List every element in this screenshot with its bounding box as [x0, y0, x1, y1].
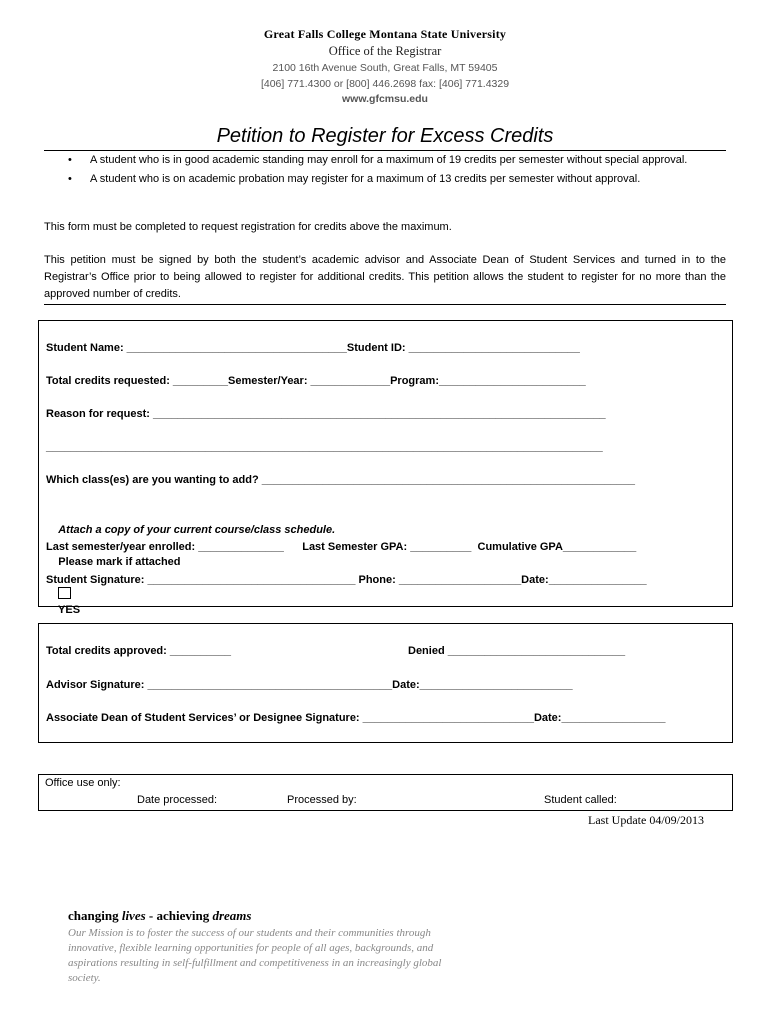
advisor-signature-field[interactable]: Advisor Signature: ________________________________________Date:_________________________	[46, 679, 573, 691]
office-name: Office of the Registrar	[328, 44, 442, 58]
office-use-box	[38, 774, 733, 811]
tagline-part: lives	[121, 908, 146, 923]
student-called-label: Student called:	[544, 794, 617, 806]
phone-numbers: [406] 771.4300 or [800] 446.2698 fax: [406] 771.4329	[260, 78, 510, 90]
dean-signature-field[interactable]: Associate Dean of Student Services’ or Designee Signature: ____________________________Date:_________________	[46, 712, 666, 724]
processed-by-label: Processed by:	[287, 794, 357, 806]
credits-semester-program-field[interactable]: Total credits requested: _________Semester/Year: _____________Program:________________________	[46, 375, 586, 387]
tagline-part: - achieving	[145, 908, 213, 923]
tagline-part: changing	[68, 908, 122, 923]
attached-checkbox[interactable]	[58, 587, 71, 599]
rules-list	[60, 152, 726, 190]
website-link[interactable]: www.gfcmsu.edu	[342, 93, 428, 105]
form-title: Petition to Register for Excess Credits	[216, 125, 554, 147]
office-use-label: Office use only:	[45, 777, 121, 789]
student-name-id-field[interactable]: Student Name: ____________________________________Student ID: ____________________________	[46, 342, 580, 354]
mission-statement: Our Mission is to foster the success of our students and their communities through innovative, flexible learning opportunities for people of all ages, backgrounds, and aspirations resulting in self-fulfillment and competitiveness in an increasingly global society.	[68, 927, 442, 984]
credits-approved-field[interactable]: Total credits approved: __________	[46, 645, 232, 657]
attach-instruction: Attach a copy of your current course/class schedule.	[58, 524, 336, 536]
rule-item: • A student who is in good academic standing may enroll for a maximum of 19 credits per semester without special approval.	[60, 152, 726, 168]
attach-schedule-row	[46, 506, 336, 616]
address: 2100 16th Avenue South, Great Falls, MT 59405	[272, 62, 498, 74]
classes-to-add-field[interactable]: Which class(es) are you wanting to add? _____________________________________________________________	[46, 474, 635, 486]
letterhead	[0, 26, 770, 107]
last-update: Last Update 04/09/2013	[588, 813, 704, 827]
college-name: Great Falls College Montana State University	[263, 27, 507, 41]
attach-mark-label: Please mark if attached	[58, 556, 181, 568]
title-block	[44, 122, 726, 151]
student-signature-field[interactable]: Student Signature: __________________________________ Phone: ____________________Date:________________	[46, 574, 647, 586]
date-processed-label: Date processed:	[137, 794, 218, 806]
tagline	[68, 908, 251, 924]
attached-yes-label: YES	[58, 604, 81, 616]
denied-field[interactable]: Denied _____________________________	[408, 645, 626, 657]
tagline-part: dreams	[212, 908, 252, 923]
approval-box	[38, 623, 733, 743]
enrollment-gpa-field[interactable]: Last semester/year enrolled: ______________ Last Semester GPA: __________ Cumulative GPA____________	[46, 541, 637, 553]
reason-continued-field[interactable]: ___________________________________________________________________________________________	[46, 441, 603, 453]
signature-requirement-paragraph: This petition must be signed by both the student’s academic advisor and Associate Dean of Student Services and turned in to the Registrar’s Office prior to being allowed to register for additional credits. This petition allows the student to register for no more than the approved number of credits.	[44, 252, 726, 305]
reason-field[interactable]: Reason for request: __________________________________________________________________________	[46, 408, 606, 420]
rule-item: • A student who is on academic probation may register for a maximum of 13 credits per semester without approval.	[60, 171, 726, 187]
student-info-box	[38, 320, 733, 616]
instructions-paragraph: This form must be completed to request registration for credits above the maximum.	[44, 221, 452, 233]
